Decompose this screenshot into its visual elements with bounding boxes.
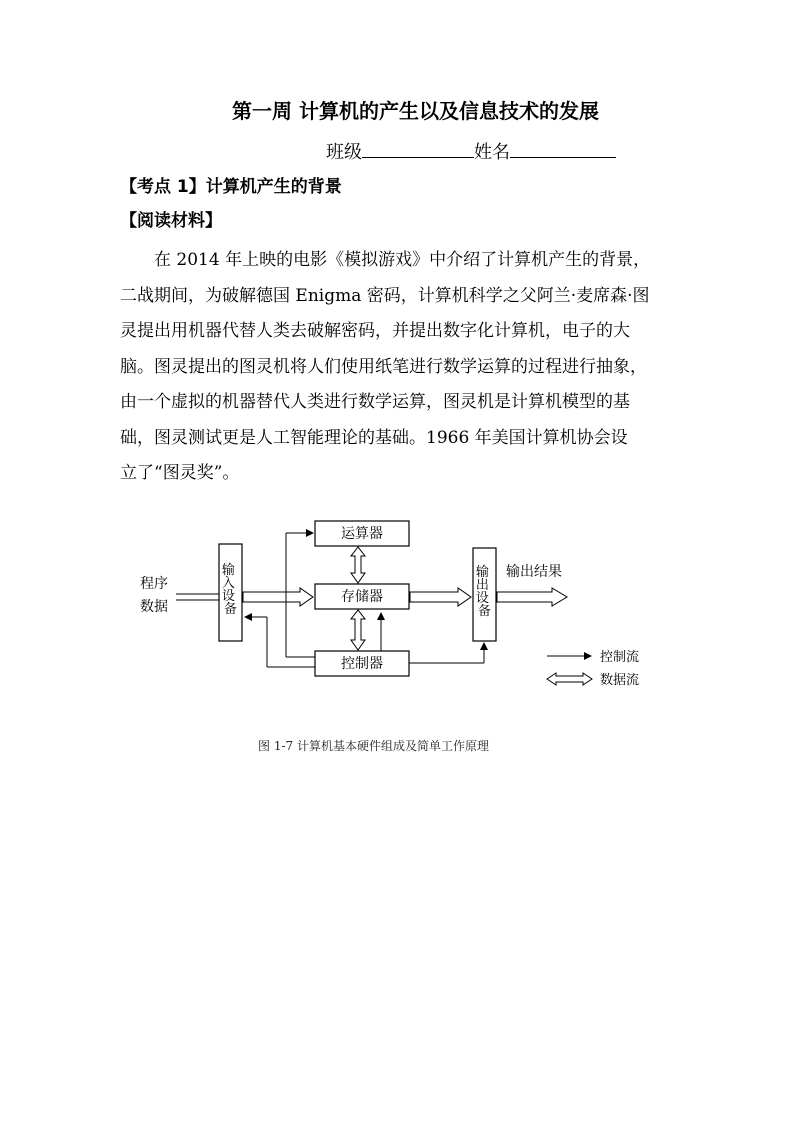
output-result-label: 输出结果 xyxy=(506,564,562,580)
name-label: 姓名 xyxy=(474,142,510,163)
alu-memory-data-arrow xyxy=(351,547,365,583)
input-device-label: 输 入 设 备 xyxy=(221,563,238,617)
legend-control-label: 控制流 xyxy=(600,650,640,665)
paragraph-line: 脑。图灵提出的图灵机将人们使用纸笔进行数学运算的过程进行抽象， xyxy=(120,356,647,377)
memory-label: 存储器 xyxy=(341,589,383,605)
paragraph-line: 立了“图灵奖”。 xyxy=(120,463,240,483)
page-title: 第一周 计算机的产生以及信息技术的发展 xyxy=(232,99,599,123)
paragraph-line: 灵提出用机器代替人类去破解密码，并提出数字化计算机，电子的大 xyxy=(120,321,630,341)
data-label: 数据 xyxy=(140,599,168,615)
input-data-arrow xyxy=(176,594,219,600)
class-label: 班级 xyxy=(326,142,362,163)
figure-caption: 图 1-7 计算机基本硬件组成及简单工作原理 xyxy=(258,739,489,753)
alu-label: 运算器 xyxy=(341,526,383,542)
legend-data-label: 数据流 xyxy=(600,673,640,688)
controller-to-input-control-arrow xyxy=(245,617,315,667)
memory-controller-data-arrow xyxy=(351,610,365,650)
controller-to-output-control-arrow xyxy=(409,643,484,663)
paragraph-line: 在 2014 年上映的电影《模拟游戏》中介绍了计算机产生的背景， xyxy=(154,250,651,270)
controller-label: 控制器 xyxy=(341,656,383,672)
input-to-memory-arrow xyxy=(243,588,313,606)
program-label: 程序 xyxy=(140,576,168,592)
section-heading-1: 【考点 1】计算机产生的背景 xyxy=(120,177,342,197)
paragraph-line: 础，图灵测试更是人工智能理论的基础。1966 年美国计算机协会设 xyxy=(120,427,628,448)
legend-data-arrow xyxy=(547,673,592,685)
section-heading-2: 【阅读材料】 xyxy=(120,211,222,231)
output-device-label: 输 出 设 备 xyxy=(475,565,492,619)
output-result-arrow xyxy=(497,588,567,606)
paragraph-line: 二战期间，为破解德国 Enigma 密码，计算机科学之父阿兰·麦席森·图 xyxy=(120,285,650,306)
paragraph-line: 由一个虚拟的机器替代人类进行数学运算，图灵机是计算机模型的基 xyxy=(120,392,630,412)
memory-to-output-arrow xyxy=(410,588,471,606)
